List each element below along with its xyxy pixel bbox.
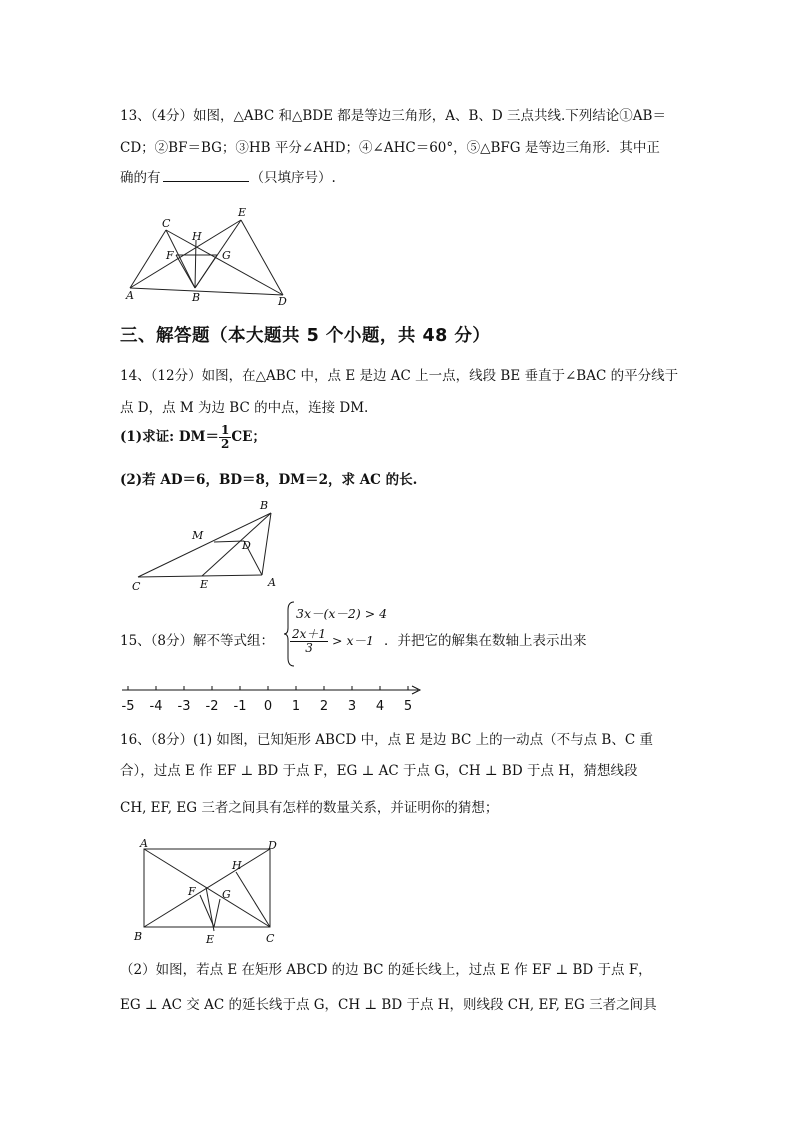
q16-label-a: A — [140, 837, 148, 850]
q14-part-1-suffix: CE； — [231, 429, 266, 445]
q16-label-c: C — [266, 932, 275, 945]
q13-line-3 — [120, 166, 336, 186]
q15-inequality-2 — [290, 628, 374, 655]
q13-label-b: B — [192, 291, 201, 304]
q14-figure — [128, 495, 288, 595]
q14-fraction — [219, 424, 231, 451]
number-line-label: 5 — [403, 699, 413, 714]
q13-figure — [118, 200, 298, 310]
q13-label-g: G — [222, 249, 231, 262]
number-line-label: 4 — [375, 699, 385, 714]
q16-label-d: D — [268, 839, 277, 852]
q14-part-1 — [120, 424, 266, 451]
q16-part-2-line-1: （2）如图，若点 E 在矩形 ABCD 的边 BC 的延长线上，过点 E 作 EF ⊥ BD 于点 F， — [120, 962, 652, 978]
q14-label-m: M — [192, 529, 204, 542]
q14-line-2: 点 D，点 M 为边 BC 的中点，连接 DM. — [120, 400, 369, 416]
q13-line-2: CD；②BF＝BG；③HB 平分∠AHD；④∠AHC＝60°，⑤△BFG 是等边三角形．其中正 — [120, 140, 660, 156]
q15-suffix: ．并把它的解集在数轴上表示出来 — [384, 633, 587, 649]
q13-label-c: C — [162, 217, 171, 230]
q14-fraction-denominator: 2 — [221, 437, 230, 451]
q16-part-2-line-2: EG ⊥ AC 交 AC 的延长线于点 G，CH ⊥ BD 于点 H，则线段 CH, EF, EG 三者之间具 — [120, 997, 657, 1013]
q13-label-d: D — [278, 295, 287, 308]
number-line-label: 3 — [347, 699, 357, 714]
q16-line-3: CH, EF, EG 三者之间具有怎样的数量关系，并证明你的猜想； — [120, 800, 499, 816]
number-line-label: -1 — [233, 699, 247, 714]
q15-fraction-denominator: 3 — [305, 641, 313, 655]
number-line-label: -2 — [205, 699, 219, 714]
q16-label-f: F — [188, 885, 196, 898]
q16-label-h: H — [232, 859, 242, 872]
q13-label-h: H — [192, 230, 202, 243]
number-line-label: -3 — [177, 699, 191, 714]
q14-part-1-prefix: (1)求证: DM＝ — [120, 429, 220, 445]
q13-line-1: 13、（4分）如图，△ABC 和△BDE 都是等边三角形，A、B、D 三点共线.下列结论①AB＝ — [120, 108, 666, 124]
q15-fraction-numerator: 2x＋1 — [292, 627, 327, 641]
q13-line-3-start: 确的有 — [120, 170, 161, 186]
number-line — [120, 680, 430, 716]
q13-label-a: A — [126, 289, 134, 302]
q16-label-g: G — [222, 888, 231, 901]
q16-figure — [128, 835, 288, 950]
q14-label-d: D — [242, 539, 251, 552]
q15-prefix: 15、（8分）解不等式组： — [120, 633, 275, 649]
section-3-heading: 三、解答题（本大题共 5 个小题，共 48 分） — [120, 326, 491, 346]
q14-line-1: 14、（12分）如图，在△ABC 中，点 E 是边 AC 上一点，线段 BE 垂直于∠BAC 的平分线于 — [120, 368, 679, 384]
q13-label-e: E — [238, 206, 247, 219]
q16-line-1: 16、（8分）(1) 如图，已知矩形 ABCD 中，点 E 是边 BC 上的一动点（不与点 B、C 重 — [120, 732, 653, 748]
q16-line-2: 合），过点 E 作 EF ⊥ BD 于点 F，EG ⊥ AC 于点 G，CH ⊥ BD 于点 H，猜想线段 — [120, 763, 638, 779]
number-line-label: 2 — [319, 699, 329, 714]
q15-inequality-1: 3x－(x－2) > 4 — [296, 606, 388, 621]
q13-label-f: F — [166, 249, 174, 262]
q13-line-3-end: （只填序号）. — [250, 170, 336, 186]
q13-answer-blank — [163, 168, 249, 182]
q14-label-b: B — [260, 499, 269, 512]
q16-label-b: B — [134, 930, 143, 943]
number-line-label: -4 — [149, 699, 163, 714]
number-line-label: 1 — [291, 699, 301, 714]
number-line-label: -5 — [121, 699, 135, 714]
q15-fraction — [290, 628, 328, 655]
q16-label-e: E — [206, 933, 215, 946]
q15-inequality-2-rhs: > x－1 — [332, 633, 374, 648]
q14-part-2: (2)若 AD＝6，BD＝8，DM＝2，求 AC 的长. — [120, 472, 418, 488]
q14-fraction-numerator: 1 — [221, 423, 230, 437]
q14-label-c: C — [132, 580, 141, 593]
number-line-label: 0 — [263, 699, 273, 714]
q14-label-e: E — [200, 578, 209, 591]
q14-label-a: A — [268, 576, 276, 589]
